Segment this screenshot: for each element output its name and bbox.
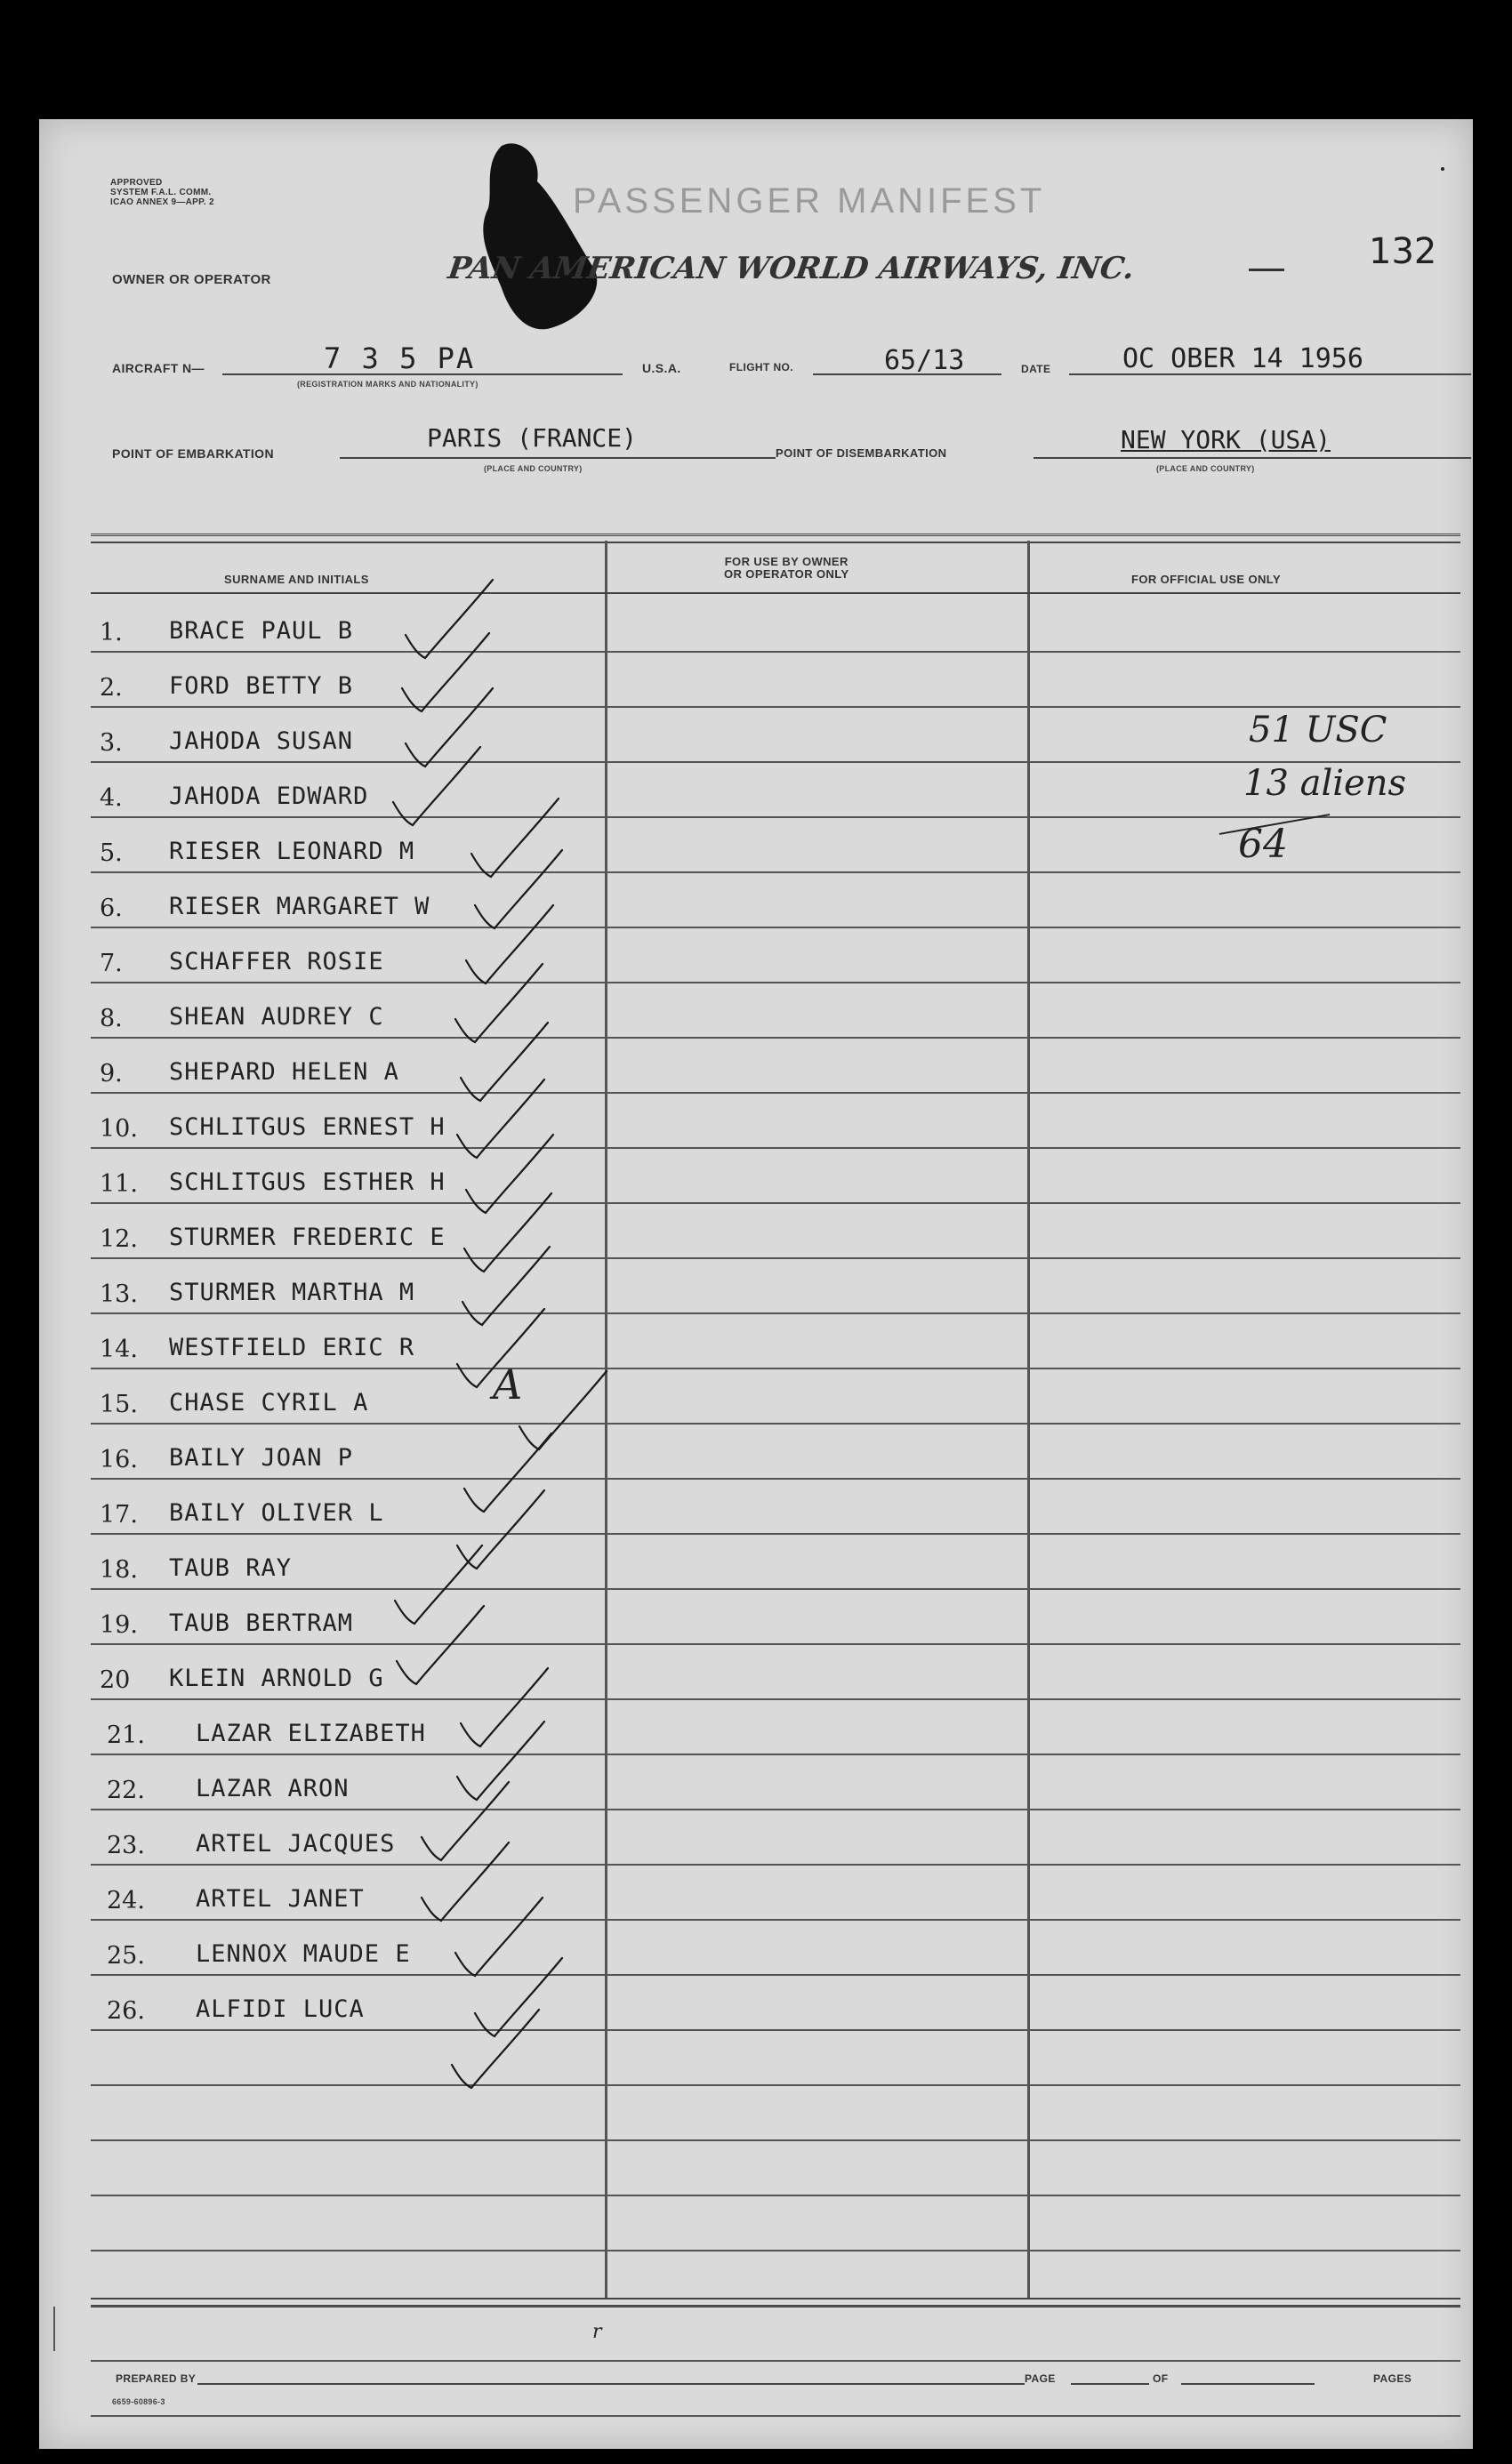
- passenger-name: BAILY JOAN P: [169, 1444, 354, 1472]
- form-code: 6659-60896-3: [112, 2397, 165, 2406]
- passenger-name: SHEAN AUDREY C: [169, 1003, 384, 1031]
- passenger-name: ALFIDI LUCA: [196, 1995, 365, 2023]
- check-mark: [393, 747, 480, 825]
- passenger-number: 18.: [100, 1556, 138, 1584]
- passenger-number: 26.: [107, 1997, 145, 2025]
- check-mark: [457, 1490, 544, 1569]
- page-number: 132: [1369, 231, 1437, 272]
- flight-value: 65/13: [884, 345, 965, 376]
- of-label: OF: [1153, 2372, 1169, 2385]
- document-title: PASSENGER MANIFEST: [573, 181, 1046, 221]
- check-mark: [466, 1135, 553, 1213]
- passenger-name: CHASE CYRIL A: [169, 1389, 369, 1417]
- passenger-name: FORD BETTY B: [169, 672, 354, 700]
- check-marks: [39, 119, 1473, 2449]
- approved-line: ICAO ANNEX 9—APP. 2: [110, 197, 214, 207]
- check-mark: [422, 1782, 509, 1860]
- check-mark: [457, 1722, 544, 1800]
- passenger-number: 3.: [100, 729, 123, 757]
- passenger-name: BAILY OLIVER L: [169, 1499, 384, 1527]
- check-mark: [466, 905, 553, 983]
- passenger-name: JAHODA EDWARD: [169, 783, 369, 810]
- official-note-line: 51 USC: [1249, 710, 1387, 750]
- pages-label: PAGES: [1373, 2372, 1412, 2385]
- country-label: U.S.A.: [642, 361, 681, 375]
- passenger-name: JAHODA SUSAN: [169, 727, 354, 755]
- passenger-name: TAUB BERTRAM: [169, 1609, 354, 1637]
- passenger-name: WESTFIELD ERIC R: [169, 1334, 415, 1361]
- passenger-number: 4.: [100, 784, 123, 812]
- manifest-sheet: [39, 119, 1473, 2449]
- passenger-number: 6.: [100, 895, 123, 922]
- check-mark: [406, 580, 493, 658]
- passenger-number: 23.: [107, 1832, 145, 1859]
- check-mark: [461, 1023, 548, 1101]
- check-mark: [462, 1247, 550, 1325]
- passenger-number: 16.: [100, 1446, 138, 1473]
- passenger-number: 5.: [100, 839, 123, 867]
- passenger-number: 21.: [107, 1722, 145, 1749]
- passenger-name: ARTEL JACQUES: [196, 1830, 396, 1858]
- passenger-number: 7.: [100, 950, 123, 977]
- aircraft-label: AIRCRAFT N—: [112, 361, 205, 375]
- check-mark: [395, 1545, 482, 1624]
- passenger-name: KLEIN ARNOLD G: [169, 1665, 384, 1692]
- passenger-number: 22.: [107, 1777, 145, 1804]
- embark-value: PARIS (FRANCE): [427, 423, 638, 453]
- owner-header-line: OR OPERATOR ONLY: [724, 567, 849, 581]
- passenger-number: 2.: [100, 674, 123, 702]
- date-value: OC OBER 14 1956: [1122, 343, 1363, 374]
- passenger-number: 17.: [100, 1501, 138, 1529]
- passenger-number: 12.: [100, 1225, 138, 1253]
- flight-label: FLIGHT NO.: [729, 361, 793, 373]
- page-label: PAGE: [1025, 2372, 1056, 2385]
- check-mark: [455, 964, 543, 1042]
- official-note-line: 13 aliens: [1243, 763, 1407, 804]
- column-header-official: FOR OFFICIAL USE ONLY: [1131, 573, 1282, 586]
- check-mark: [397, 1606, 484, 1684]
- passenger-name: BRACE PAUL B: [169, 617, 354, 645]
- handwritten-a-mark: A: [493, 1360, 523, 1409]
- passenger-name: LENNOX MAUDE E: [196, 1940, 411, 1968]
- date-label: DATE: [1021, 363, 1051, 375]
- aircraft-caption: (REGISTRATION MARKS AND NATIONALITY): [297, 380, 479, 389]
- passenger-number: 9.: [100, 1060, 123, 1088]
- aircraft-value: 7 3 5 PA: [324, 341, 476, 375]
- embark-label: POINT OF EMBARKATION: [112, 446, 274, 461]
- check-mark: [471, 799, 559, 877]
- approved-line: APPROVED: [110, 178, 163, 188]
- passenger-name: LAZAR ELIZABETH: [196, 1720, 426, 1747]
- passenger-name: SCHLITGUS ESTHER H: [169, 1168, 446, 1196]
- passenger-name: STURMER MARTHA M: [169, 1279, 415, 1306]
- passenger-name: STURMER FREDERIC E: [169, 1224, 446, 1251]
- passenger-number: 15.: [100, 1391, 138, 1418]
- left-edge-mark: [53, 2307, 55, 2351]
- passenger-number: 14.: [100, 1336, 138, 1363]
- passenger-number: 8.: [100, 1005, 123, 1032]
- check-mark: [475, 1958, 562, 2036]
- passenger-number: 20: [100, 1666, 131, 1694]
- passenger-name: SCHLITGUS ERNEST H: [169, 1113, 446, 1141]
- passenger-name: LAZAR ARON: [196, 1775, 350, 1802]
- passenger-number: 24.: [107, 1887, 145, 1914]
- passenger-name: RIESER LEONARD M: [169, 838, 415, 865]
- passenger-name: TAUB RAY: [169, 1554, 293, 1582]
- prepared-by-label: PREPARED BY: [116, 2372, 197, 2385]
- disembark-caption: (PLACE AND COUNTRY): [1156, 464, 1255, 473]
- passenger-number: 19.: [100, 1611, 138, 1639]
- prepared-by-underline: [197, 2383, 1025, 2385]
- passenger-name: SHEPARD HELEN A: [169, 1058, 399, 1086]
- approved-line: SYSTEM F.A.L. COMM.: [110, 188, 212, 197]
- of-underline: [1181, 2383, 1315, 2385]
- passenger-name: SCHAFFER ROSIE: [169, 948, 384, 975]
- disembark-value: NEW YORK (USA): [1121, 425, 1331, 454]
- check-mark: [406, 688, 493, 766]
- page-underline: [1071, 2383, 1149, 2385]
- owner-label: OWNER OR OPERATOR: [112, 272, 271, 287]
- passenger-number: 10.: [100, 1115, 138, 1143]
- check-mark: [475, 850, 562, 928]
- stray-mark: r: [592, 2321, 602, 2343]
- passenger-number: 11.: [100, 1170, 138, 1198]
- check-mark: [464, 1433, 551, 1512]
- passenger-number: 1.: [100, 619, 123, 646]
- passenger-name: RIESER MARGARET W: [169, 893, 430, 920]
- disembark-label: POINT OF DISEMBARKATION: [776, 446, 947, 460]
- check-mark: [455, 1898, 543, 1976]
- owner-header-line: FOR USE BY OWNER: [724, 555, 848, 568]
- check-mark: [452, 2010, 539, 2088]
- official-note-line: 64: [1238, 822, 1288, 867]
- column-header-names: SURNAME AND INITIALS: [224, 573, 369, 586]
- passenger-number: 25.: [107, 1942, 145, 1970]
- embark-caption: (PLACE AND COUNTRY): [484, 464, 583, 473]
- airline-name: PAN AMERICAN WORLD AIRWAYS, INC.: [446, 251, 1137, 286]
- passenger-number: 13.: [100, 1280, 138, 1308]
- check-mark: [402, 633, 489, 711]
- passenger-name: ARTEL JANET: [196, 1885, 365, 1913]
- check-mark: [519, 1371, 607, 1449]
- check-mark: [461, 1668, 548, 1746]
